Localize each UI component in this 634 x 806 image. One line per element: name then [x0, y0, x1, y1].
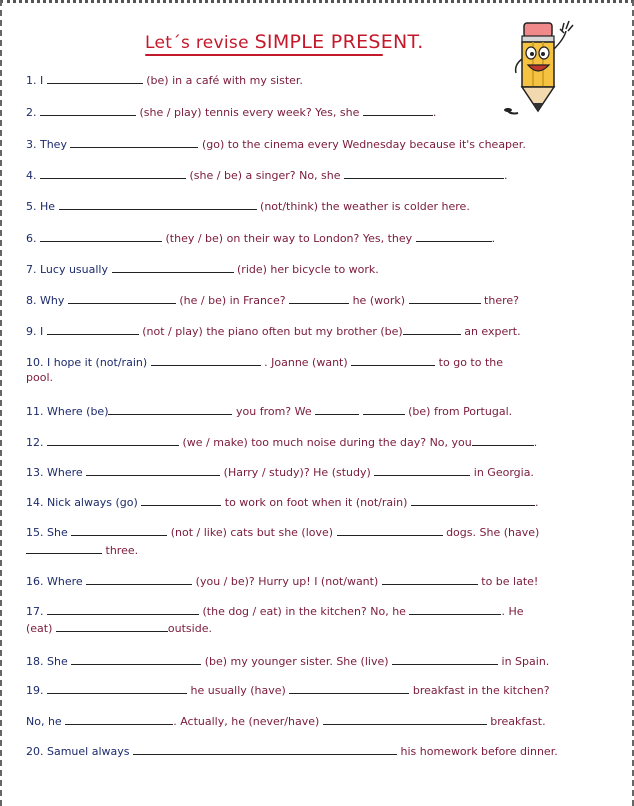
answer-blank[interactable] — [411, 495, 535, 506]
answer-blank[interactable] — [363, 404, 405, 415]
item-10-start: 10. I hope it (not/rain) — [26, 356, 148, 369]
answer-blank[interactable] — [47, 324, 139, 335]
exercise-line-7 — [26, 262, 379, 277]
item-13-start: 13. Where — [26, 466, 83, 479]
item-17-text-4: outside. — [167, 622, 212, 635]
title-underline — [145, 54, 383, 56]
item-18-start: 18. She — [26, 655, 68, 668]
item-16-text-2: to be late! — [481, 575, 539, 588]
exercise-line-10b — [26, 371, 53, 385]
exercise-line-12: 12. (we / make) too much noise during the day? No, you . — [26, 436, 538, 449]
item-4-start: 4. — [26, 169, 37, 182]
answer-blank[interactable] — [86, 574, 192, 585]
answer-blank[interactable] — [26, 543, 102, 554]
item-3-text: (go) to the cinema every Wednesday because it's cheaper. — [201, 138, 526, 151]
item-8-start: 8. Why — [26, 294, 65, 307]
item-2-start: 2. — [26, 106, 37, 119]
exercise-line-15b — [26, 543, 138, 558]
answer-blank[interactable] — [472, 435, 534, 446]
pencil-mascot-icon — [504, 9, 582, 121]
title-prefix: Let´s revise — [145, 33, 249, 53]
item-7-text: (ride) her bicycle to work. — [237, 263, 379, 276]
item-17-text-2: . He — [501, 605, 524, 618]
answer-blank[interactable] — [40, 168, 186, 179]
exercise-line-16 — [26, 574, 538, 589]
item-19b-text: . Actually, he (never/have) — [173, 715, 320, 728]
exercise-line-18 — [26, 654, 549, 669]
answer-blank[interactable] — [65, 714, 173, 725]
answer-blank[interactable] — [59, 199, 257, 210]
item-15-text: (not / like) cats but she (love) — [170, 526, 334, 539]
answer-blank[interactable] — [363, 105, 433, 116]
answer-blank[interactable] — [289, 293, 349, 304]
item-11-text-2: (be) from Portugal. — [408, 405, 513, 418]
answer-blank[interactable] — [68, 293, 176, 304]
worksheet-title — [145, 31, 424, 53]
exercise-line-11 — [26, 404, 512, 419]
answer-blank[interactable] — [382, 574, 478, 585]
exercise-line-5 — [26, 199, 470, 214]
item-9-start: 9. I — [26, 325, 44, 338]
exercise-line-6: 6. (they / be) on their way to London? Yes, they . — [26, 232, 496, 245]
item-15-text-2: dogs. She (have) — [446, 526, 540, 539]
item-10-text-3: pool. — [26, 371, 53, 384]
answer-blank[interactable] — [47, 435, 179, 446]
item-13-text: (Harry / study)? He (study) — [223, 466, 371, 479]
answer-blank[interactable] — [56, 621, 168, 632]
item-19-start: 19. — [26, 684, 44, 697]
item-20-start: 20. Samuel always — [26, 745, 130, 758]
answer-blank[interactable] — [47, 73, 143, 84]
item-3-start: 3. They — [26, 138, 67, 151]
answer-blank[interactable] — [70, 137, 198, 148]
answer-blank[interactable] — [374, 465, 470, 476]
item-12-start: 12. — [26, 436, 44, 449]
item-17-text-3: (eat) — [26, 622, 53, 635]
exercise-line-20 — [26, 744, 558, 759]
answer-blank[interactable] — [112, 262, 234, 273]
answer-blank[interactable] — [141, 495, 221, 506]
item-4-text: (she / be) a singer? No, she — [189, 169, 341, 182]
item-19b-text-2: breakfast. — [490, 715, 546, 728]
exercise-line-2: 2. (she / play) tennis every week? Yes, she . — [26, 106, 437, 119]
item-16-text: (you / be)? Hurry up! I (not/want) — [195, 575, 379, 588]
item-5-start: 5. He — [26, 200, 56, 213]
title-main: SIMPLE PRESENT. — [254, 31, 424, 53]
item-16-start: 16. Where — [26, 575, 83, 588]
exercise-line-8 — [26, 293, 519, 308]
item-11-start: 11. Where (be) — [26, 405, 109, 418]
item-20-text: his homework before dinner. — [400, 745, 558, 758]
item-10-text-2: to go to the — [438, 356, 504, 369]
answer-blank[interactable] — [86, 465, 220, 476]
item-8-text: (he / be) in France? — [179, 294, 286, 307]
answer-blank[interactable] — [323, 714, 487, 725]
item-14-text: to work on foot when it (not/rain) — [224, 496, 408, 509]
exercise-line-9 — [26, 324, 521, 339]
answer-blank[interactable] — [71, 525, 167, 536]
answer-blank[interactable] — [40, 231, 162, 242]
item-12-text: (we / make) too much noise during the day? No, you — [182, 436, 472, 449]
exercise-line-1 — [26, 73, 303, 88]
item-13-text-2: in Georgia. — [473, 466, 534, 479]
item-14-start: 14. Nick always (go) — [26, 496, 138, 509]
item-15-text-3: three. — [105, 544, 139, 557]
answer-blank[interactable] — [403, 324, 461, 335]
item-1-text: (be) in a café with my sister. — [146, 74, 303, 87]
item-7-start: 7. Lucy usually — [26, 263, 108, 276]
item-17-start: 17. — [26, 605, 44, 618]
answer-blank[interactable] — [40, 105, 136, 116]
item-8-text-2: he (work) — [352, 294, 406, 307]
exercise-line-15 — [26, 525, 539, 540]
exercise-line-17 — [26, 604, 524, 619]
exercise-line-17b — [26, 621, 212, 636]
item-17-text: (the dog / eat) in the kitchen? No, he — [202, 605, 406, 618]
answer-blank[interactable] — [392, 654, 498, 665]
item-18-text-2: in Spain. — [501, 655, 550, 668]
item-19-text: he usually (have) — [190, 684, 286, 697]
answer-blank[interactable] — [47, 683, 187, 694]
item-2-text: (she / play) tennis every week? Yes, she — [139, 106, 360, 119]
answer-blank[interactable] — [351, 355, 435, 366]
answer-blank[interactable] — [47, 604, 199, 615]
item-1-start: 1. I — [26, 74, 44, 87]
exercise-line-14: 14. Nick always (go) to work on foot when it (not/rain) . — [26, 496, 539, 509]
answer-blank[interactable] — [289, 683, 409, 694]
exercise-line-3 — [26, 137, 526, 152]
exercise-line-10 — [26, 355, 503, 370]
item-6-text: (they / be) on their way to London? Yes, they — [165, 232, 413, 245]
answer-blank[interactable] — [409, 293, 481, 304]
answer-blank[interactable] — [409, 604, 501, 615]
item-19-text-2: breakfast in the kitchen? — [412, 684, 550, 697]
answer-blank[interactable] — [108, 404, 232, 415]
answer-blank[interactable] — [71, 654, 201, 665]
answer-blank[interactable] — [133, 744, 397, 755]
exercise-line-19b — [26, 714, 546, 729]
exercise-line-13 — [26, 465, 534, 480]
item-6-start: 6. — [26, 232, 37, 245]
item-5-text: (not/think) the weather is colder here. — [260, 200, 470, 213]
item-9-text-2: an expert. — [464, 325, 521, 338]
item-9-text: (not / play) the piano often but my brother (be) — [142, 325, 403, 338]
item-15-start: 15. She — [26, 526, 68, 539]
exercise-line-4: 4. (she / be) a singer? No, she . — [26, 169, 508, 182]
answer-blank[interactable] — [344, 168, 504, 179]
item-19b-start: No, he — [26, 715, 62, 728]
exercise-line-19 — [26, 683, 550, 698]
answer-blank[interactable] — [337, 525, 443, 536]
item-18-text: (be) my younger sister. She (live) — [204, 655, 389, 668]
answer-blank[interactable] — [151, 355, 261, 366]
item-8-text-3: there? — [484, 294, 519, 307]
item-11-text: you from? We — [235, 405, 312, 418]
answer-blank[interactable] — [315, 404, 359, 415]
item-10-text: . Joanne (want) — [264, 356, 348, 369]
answer-blank[interactable] — [416, 231, 492, 242]
